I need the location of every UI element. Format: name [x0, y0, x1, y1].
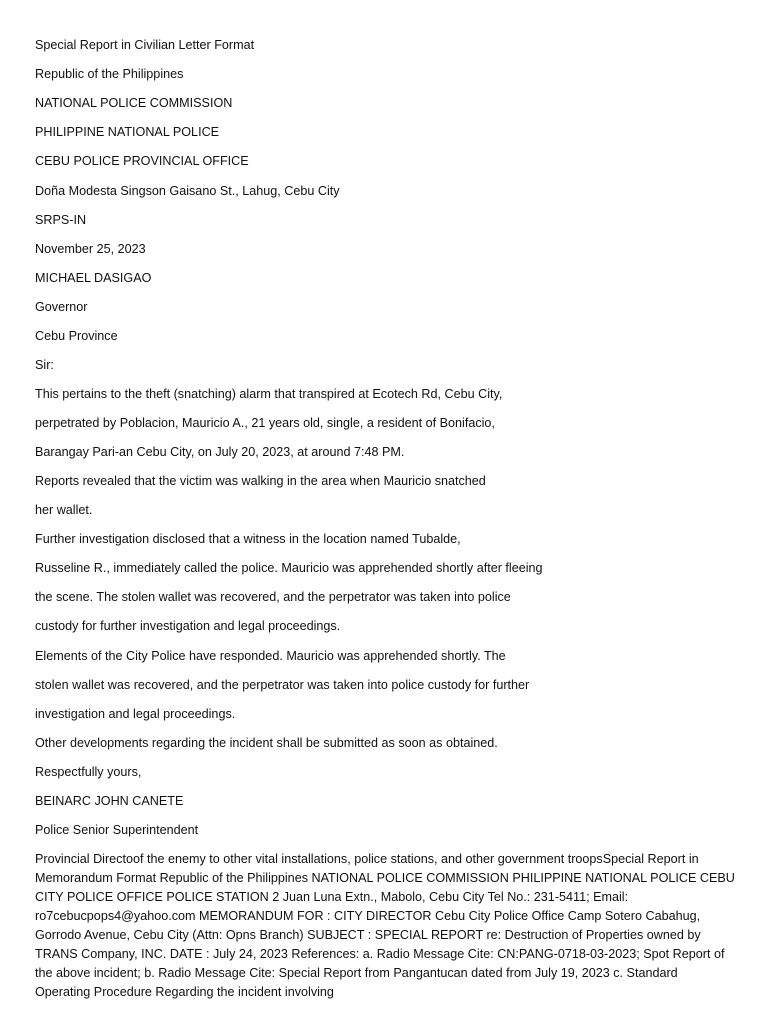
body-line: custody for further investigation and legal proceedings.: [35, 619, 341, 633]
body-line: the scene. The stolen wallet was recovered, and the perpetrator was taken into police: [35, 590, 511, 604]
header-republic: Republic of the Philippines: [35, 67, 184, 81]
letter-date: November 25, 2023: [35, 242, 146, 256]
body-line: Reports revealed that the victim was walking in the area when Mauricio snatched: [35, 474, 486, 488]
body-line: Elements of the City Police have responded. Mauricio was apprehended shortly. The: [35, 649, 506, 663]
recipient-name: MICHAEL DASIGAO: [35, 271, 152, 285]
body-line: Russeline R., immediately called the police. Mauricio was apprehended shortly after fleeing: [35, 561, 543, 575]
salutation: Sir:: [35, 358, 54, 372]
header-address: Doña Modesta Singson Gaisano St., Lahug, Cebu City: [35, 184, 340, 198]
body-line: Barangay Pari-an Cebu City, on July 20, 2023, at around 7:48 PM.: [35, 445, 405, 459]
signatory-rank: Police Senior Superintendent: [35, 823, 199, 837]
body-line: perpetrated by Poblacion, Mauricio A., 21 years old, single, a resident of Bonifacio,: [35, 416, 495, 430]
header-provincial-office: CEBU POLICE PROVINCIAL OFFICE: [35, 154, 249, 168]
closing-paragraph: Provincial Directoof the enemy to other vital installations, police stations, and other government troopsSpecial Report in Memorandum Format Republic of the Philippines NATIONAL POLICE COMMISSION PHILIPPINE NATIONAL POLICE CEBU CITY POLICE OFFICE POLICE STATION 2 Juan Luna Extn., Mabolo, Cebu City Tel No.: 231-5411; Email: ro7cebucpops4@yahoo.com MEMORANDUM FOR : CITY DIRECTOR Cebu City Police Office Camp Sotero Cabahug, Gorrodo Avenue, Cebu City (Attn: Opns Branch) SUBJECT : SPECIAL REPORT re: Destruction of Properties owned by TRANS Company, INC. DATE : July 24, 2023 References: a. Radio Message Cite: CN:PANG-0718-03-2023; Spot Report of the above incident; b. Radio Message Cite: Special Report from Pangantucan dated from July 19, 2023 c. Standard Operating Procedure Regarding the incident involving: [35, 852, 735, 999]
body-line: her wallet.: [35, 503, 93, 517]
header-national-police: PHILIPPINE NATIONAL POLICE: [35, 125, 220, 139]
body-line: Other developments regarding the incident shall be submitted as soon as obtained.: [35, 736, 498, 750]
body-line: This pertains to the theft (snatching) alarm that transpired at Ecotech Rd, Cebu City,: [35, 387, 503, 401]
document-title: Special Report in Civilian Letter Format: [35, 38, 255, 52]
body-line: Further investigation disclosed that a witness in the location named Tubalde,: [35, 532, 461, 546]
complimentary-close: Respectfully yours,: [35, 765, 142, 779]
body-line: stolen wallet was recovered, and the perpetrator was taken into police custody for further: [35, 678, 530, 692]
signatory-name: BEINARC JOHN CANETE: [35, 794, 184, 808]
body-line: investigation and legal proceedings.: [35, 707, 236, 721]
recipient-title: Governor: [35, 300, 88, 314]
reference-code: SRPS-IN: [35, 213, 87, 227]
recipient-location: Cebu Province: [35, 329, 118, 343]
header-commission: NATIONAL POLICE COMMISSION: [35, 96, 233, 110]
